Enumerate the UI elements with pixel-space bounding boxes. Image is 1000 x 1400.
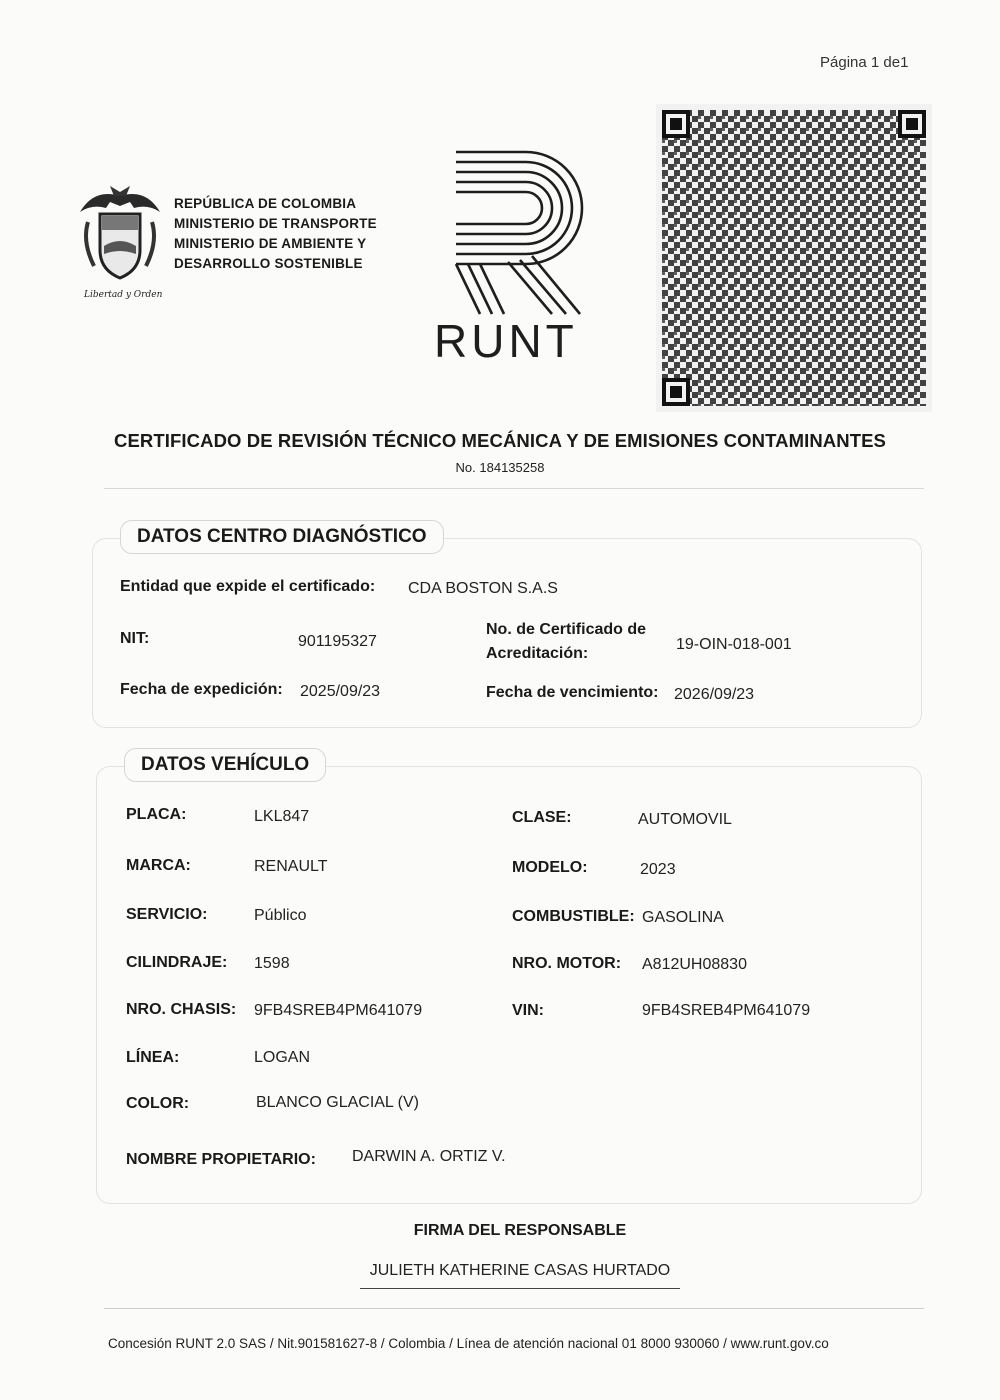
placa-label: PLACA:: [126, 806, 187, 823]
expiry-date-value: 2026/09/23: [674, 686, 755, 703]
accreditation-label-line: Acreditación:: [486, 645, 589, 662]
government-line: MINISTERIO DE AMBIENTE Y: [174, 236, 367, 251]
certificate-number: No. 184135258: [455, 460, 545, 475]
coat-of-arms-graphic: [74, 182, 166, 286]
nit-label: NIT:: [120, 630, 150, 647]
section-title-vehicle: DATOS VEHÍCULO: [124, 748, 326, 782]
footer-divider: [104, 1308, 924, 1309]
issue-date-label: Fecha de expedición:: [120, 681, 283, 698]
colombia-coat-of-arms-icon: [74, 182, 166, 308]
cilindraje-value: 1598: [254, 955, 290, 972]
government-motto: Libertad y Orden: [84, 290, 163, 300]
divider: [104, 488, 924, 489]
accreditation-label-line: No. de Certificado de: [486, 621, 647, 638]
government-line: DESARROLLO SOSTENIBLE: [174, 256, 363, 271]
issuer-value: CDA BOSTON S.A.S: [408, 580, 558, 597]
cilindraje-label: CILINDRAJE:: [126, 954, 228, 971]
footer-text: Concesión RUNT 2.0 SAS / Nit.901581627-8 / Colombia / Línea de atención nacional 01 8000 930060 / www.runt.gov.co: [108, 1336, 829, 1351]
servicio-label: SERVICIO:: [126, 906, 208, 923]
government-line: MINISTERIO DE TRANSPORTE: [174, 216, 377, 231]
government-heading: [174, 194, 377, 274]
section-title-diagnostic: DATOS CENTRO DIAGNÓSTICO: [120, 520, 444, 554]
government-line: REPÚBLICA DE COLOMBIA: [174, 196, 357, 211]
owner-value: DARWIN A. ORTIZ V.: [352, 1148, 506, 1165]
accreditation-label: [486, 618, 646, 666]
clase-value: AUTOMOVIL: [638, 811, 732, 828]
chasis-label: NRO. CHASIS:: [126, 1001, 237, 1018]
brand-name: RUNT: [434, 315, 578, 367]
combustible-value: GASOLINA: [642, 909, 724, 926]
signature-line: [360, 1288, 680, 1289]
qr-code-icon: [656, 104, 932, 412]
vin-label: VIN:: [512, 1002, 544, 1019]
linea-label: LÍNEA:: [126, 1049, 180, 1066]
nit-value: 901195327: [298, 633, 377, 650]
motor-value: A812UH08830: [642, 956, 747, 973]
modelo-value: 2023: [640, 861, 676, 878]
chasis-value: 9FB4SREB4PM641079: [254, 1002, 423, 1019]
marca-value: RENAULT: [254, 858, 328, 875]
marca-label: MARCA:: [126, 857, 191, 874]
signature-name: JULIETH KATHERINE CASAS HURTADO: [369, 1262, 671, 1279]
color-value: BLANCO GLACIAL (V): [256, 1094, 420, 1111]
placa-value: LKL847: [254, 808, 310, 825]
motor-label: NRO. MOTOR:: [512, 955, 622, 972]
issue-date-value: 2025/09/23: [300, 683, 381, 700]
color-label: COLOR:: [126, 1095, 190, 1112]
vin-value: 9FB4SREB4PM641079: [642, 1002, 811, 1019]
page-number: Página 1 de1: [820, 54, 909, 71]
expiry-date-label: Fecha de vencimiento:: [486, 684, 659, 701]
servicio-value: Público: [254, 907, 307, 924]
vehicle-section: [96, 766, 922, 1204]
combustible-label: COMBUSTIBLE:: [512, 908, 635, 925]
certificate-title: CERTIFICADO DE REVISIÓN TÉCNICO MECÁNICA Y DE EMISIONES CONTAMINANTES: [114, 430, 886, 451]
linea-value: LOGAN: [254, 1049, 311, 1066]
accreditation-value: 19-OIN-018-001: [676, 636, 792, 653]
runt-logo-icon: [448, 148, 588, 318]
issuer-label: Entidad que expide el certificado:: [120, 578, 376, 595]
signature-title: FIRMA DEL RESPONSABLE: [413, 1222, 627, 1239]
modelo-label: MODELO:: [512, 859, 588, 876]
clase-label: CLASE:: [512, 809, 572, 826]
owner-label: NOMBRE PROPIETARIO:: [126, 1151, 316, 1168]
